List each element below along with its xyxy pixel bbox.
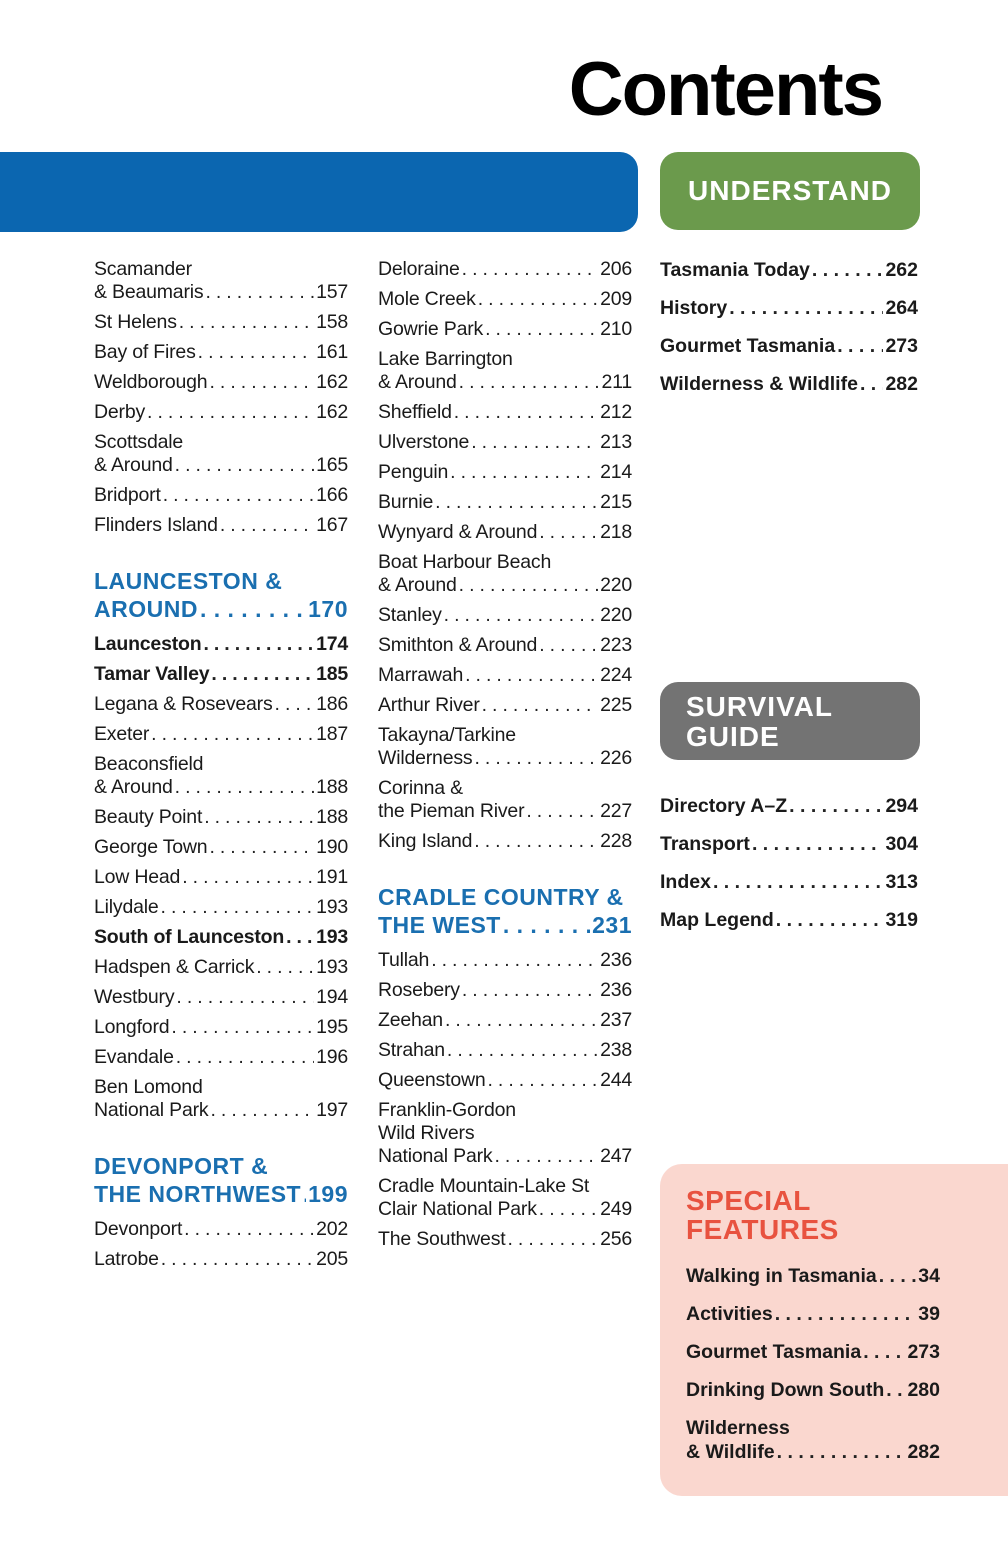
page-number: 193 [316, 896, 348, 918]
survival-guide-tab[interactable] [660, 682, 920, 760]
toc-entry[interactable] [686, 1416, 940, 1464]
page-number: 227 [600, 800, 632, 822]
entry-name: Queenstown [378, 1069, 486, 1091]
leader-dots [775, 1302, 917, 1326]
entry-name: AROUND [94, 596, 198, 622]
page-number: 166 [316, 484, 348, 506]
entry-name: Flinders Island [94, 514, 218, 536]
leader-dots [198, 341, 314, 364]
page-number: 188 [316, 776, 348, 798]
leader-dots [526, 800, 598, 823]
toc-entry[interactable] [94, 806, 348, 829]
page-number: 165 [316, 454, 348, 476]
entry-name: Walking in Tasmania [686, 1265, 877, 1287]
leader-dots [203, 633, 314, 656]
toc-entry[interactable] [378, 777, 632, 823]
page-number: 273 [885, 335, 918, 357]
leader-dots [450, 461, 598, 484]
entry-name: National Park [378, 1145, 493, 1167]
entry-name: Beaconsfield [94, 753, 204, 775]
leader-dots [539, 1198, 598, 1221]
entry-name: St Helens [94, 311, 177, 333]
leader-dots [462, 979, 598, 1002]
page-number: 220 [600, 574, 632, 596]
blue-banner [0, 152, 638, 232]
leader-dots [286, 926, 314, 949]
entry-name: Activities [686, 1303, 773, 1325]
toc-entry[interactable] [94, 926, 348, 949]
leader-dots [812, 258, 884, 282]
leader-dots [507, 1228, 598, 1251]
entry-name: Launceston [94, 633, 202, 655]
page-number: 157 [316, 281, 348, 303]
leader-dots [182, 866, 314, 889]
entry-name: Low Head [94, 866, 181, 888]
page-number: 193 [316, 956, 348, 978]
entry-name: THE NORTHWEST [94, 1181, 302, 1207]
entry-name: Corinna & [378, 777, 463, 799]
entry-name: Sheffield [378, 401, 452, 423]
leader-dots [256, 956, 314, 979]
leader-dots [886, 1378, 905, 1402]
toc-entry[interactable] [94, 1248, 348, 1271]
leader-dots [163, 484, 314, 507]
page-number: 224 [600, 664, 632, 686]
entry-name: Evandale [94, 1046, 174, 1068]
toc-entry[interactable] [686, 1340, 940, 1364]
page-number: 186 [316, 693, 348, 715]
entry-name: LAUNCESTON & [94, 568, 283, 594]
toc-entry[interactable] [378, 1009, 632, 1032]
entry-name: King Island [378, 830, 473, 852]
entry-name: Arthur River [378, 694, 480, 716]
page-number: 39 [918, 1303, 940, 1325]
toc-entry[interactable] [94, 723, 348, 746]
leader-dots [445, 1009, 598, 1032]
toc-entry[interactable] [660, 258, 918, 282]
toc-entry[interactable] [660, 372, 918, 396]
toc-entry[interactable] [378, 521, 632, 544]
leader-dots [209, 371, 314, 394]
toc-entry[interactable] [94, 484, 348, 507]
entry-name: Wild Rivers [378, 1122, 475, 1144]
chapter-heading[interactable] [94, 567, 348, 623]
understand-tab[interactable]: UNDERSTAND [660, 152, 920, 230]
leader-dots [175, 454, 314, 477]
special-label-line1: SPECIAL [686, 1185, 811, 1216]
entry-name: Stanley [378, 604, 442, 626]
page-number: 226 [600, 747, 632, 769]
page-number: 282 [885, 373, 918, 395]
entry-name: Rosebery [378, 979, 460, 1001]
entry-name: Transport [660, 833, 750, 855]
toc-column-2 [378, 258, 632, 1258]
toc-entry[interactable] [660, 908, 918, 932]
leader-dots [539, 521, 598, 544]
toc-entry[interactable] [94, 1218, 348, 1241]
page-number: 304 [885, 833, 918, 855]
toc-column-1 [94, 258, 348, 1278]
leader-dots [210, 1099, 314, 1122]
leader-dots [465, 664, 598, 687]
toc-entry[interactable] [378, 979, 632, 1002]
leader-dots [151, 723, 314, 746]
entry-name: Bridport [94, 484, 161, 506]
entry-name: Hadspen & Carrick [94, 956, 255, 978]
survival-list [660, 794, 918, 946]
toc-entry[interactable] [378, 604, 632, 627]
leader-dots [789, 794, 883, 818]
toc-entry[interactable] [378, 1069, 632, 1092]
leader-dots [444, 604, 598, 627]
toc-entry[interactable] [378, 1099, 632, 1168]
leader-dots [179, 311, 314, 334]
page-number: 162 [316, 371, 348, 393]
entry-name: The Southwest [378, 1228, 506, 1250]
page-number: 197 [316, 1099, 348, 1121]
leader-dots [777, 1440, 906, 1464]
toc-entry[interactable] [660, 334, 918, 358]
page-number: 195 [316, 1016, 348, 1038]
entry-name: Ben Lomond [94, 1076, 203, 1098]
toc-entry[interactable] [378, 401, 632, 424]
entry-name: Smithton & Around [378, 634, 538, 656]
entry-name: & Around [378, 371, 457, 393]
leader-dots [485, 318, 598, 341]
toc-entry[interactable] [378, 949, 632, 972]
entry-name: Drinking Down South [686, 1379, 885, 1401]
toc-entry[interactable] [94, 663, 348, 686]
leader-dots [454, 401, 598, 424]
entry-name: National Park [94, 1099, 209, 1121]
entry-name: Deloraine [378, 258, 460, 280]
page-number: 231 [592, 912, 632, 938]
entry-name: Burnie [378, 491, 434, 513]
leader-dots [863, 1340, 905, 1364]
leader-dots [220, 514, 314, 537]
entry-name: Wilderness [378, 747, 473, 769]
entry-name: History [660, 297, 728, 319]
toc-entry[interactable] [94, 1076, 348, 1122]
entry-name: DEVONPORT & [94, 1153, 269, 1179]
leader-dots [776, 908, 884, 932]
page-number: 202 [316, 1218, 348, 1240]
page-number: 191 [316, 866, 348, 888]
page-number: 193 [316, 926, 348, 948]
page-number: 215 [600, 491, 632, 513]
page-number: 167 [316, 514, 348, 536]
entry-name: Gourmet Tasmania [686, 1341, 862, 1363]
page-number: 211 [601, 371, 632, 393]
entry-name: Wilderness [686, 1417, 790, 1439]
entry-name: Cradle Mountain-Lake St [378, 1175, 590, 1197]
entry-name: Beauty Point [94, 806, 203, 828]
page-number: 236 [600, 979, 632, 1001]
leader-dots [474, 830, 598, 853]
entry-name: Map Legend [660, 909, 774, 931]
page-number: 205 [316, 1248, 348, 1270]
entry-name: Tullah [378, 949, 430, 971]
toc-entry[interactable] [378, 664, 632, 687]
entry-name: Scamander [94, 258, 192, 280]
toc-entry[interactable] [94, 896, 348, 919]
toc-entry[interactable] [378, 318, 632, 341]
page-number: 244 [600, 1069, 632, 1091]
toc-entry[interactable] [94, 1046, 348, 1069]
chapter-heading[interactable] [378, 883, 632, 939]
toc-entry[interactable] [94, 986, 348, 1009]
entry-name: & Around [378, 574, 457, 596]
toc-entry[interactable] [660, 794, 918, 818]
toc-entry[interactable] [378, 694, 632, 717]
leader-dots [209, 836, 314, 859]
toc-entry[interactable] [378, 551, 632, 597]
page-number: 187 [316, 723, 348, 745]
toc-entry[interactable] [94, 341, 348, 364]
entry-name: CRADLE COUNTRY & [378, 884, 624, 910]
leader-dots [431, 949, 598, 972]
leader-dots [176, 1046, 314, 1069]
entry-name: & Around [94, 776, 173, 798]
entry-name: Wilderness & Wildlife [660, 373, 858, 395]
entry-name: Tasmania Today [660, 259, 810, 281]
leader-dots [205, 281, 314, 304]
leader-dots [184, 1218, 314, 1241]
toc-entry[interactable] [94, 1016, 348, 1039]
leader-dots [171, 1016, 314, 1039]
toc-entry[interactable] [378, 258, 632, 281]
entry-name: Boat Harbour Beach [378, 551, 552, 573]
page-number: 170 [308, 596, 348, 622]
page-number: 313 [885, 871, 918, 893]
leader-dots [752, 832, 884, 856]
chapter-heading[interactable] [94, 1152, 348, 1208]
page-number: 212 [600, 401, 632, 423]
toc-entry[interactable] [94, 753, 348, 799]
leader-dots [503, 911, 590, 939]
toc-entry[interactable] [660, 832, 918, 856]
entry-name: Tamar Valley [94, 663, 210, 685]
leader-dots [459, 574, 598, 597]
entry-name: & Beaumaris [94, 281, 204, 303]
page-number: 228 [600, 830, 632, 852]
entry-name: & Wildlife [686, 1441, 775, 1463]
leader-dots [462, 258, 598, 281]
understand-list [660, 258, 918, 410]
toc-entry[interactable] [378, 830, 632, 853]
toc-entry[interactable] [94, 431, 348, 477]
page-number: 273 [907, 1341, 940, 1363]
leader-dots [200, 595, 306, 623]
toc-entry[interactable] [378, 288, 632, 311]
special-features-list [686, 1264, 940, 1478]
page-number: 161 [316, 341, 348, 363]
page-number: 247 [600, 1145, 632, 1167]
leader-dots [211, 663, 314, 686]
entry-name: & Around [94, 454, 173, 476]
page-number: 218 [600, 521, 632, 543]
page-number: 158 [316, 311, 348, 333]
page-number: 319 [885, 909, 918, 931]
toc-entry[interactable] [378, 724, 632, 770]
page-number: 199 [308, 1181, 348, 1207]
toc-entry[interactable] [94, 836, 348, 859]
leader-dots [459, 371, 600, 394]
toc-entry[interactable] [378, 491, 632, 514]
toc-entry[interactable] [660, 870, 918, 894]
toc-entry[interactable] [378, 634, 632, 657]
page-number: 162 [316, 401, 348, 423]
leader-dots [539, 634, 598, 657]
page-number: 264 [885, 297, 918, 319]
toc-entry[interactable] [94, 633, 348, 656]
entry-name: Derby [94, 401, 146, 423]
leader-dots [729, 296, 883, 320]
page-number: 210 [600, 318, 632, 340]
survival-label-line1: SURVIVAL [686, 691, 833, 722]
leader-dots [147, 401, 314, 424]
special-features-title [686, 1186, 839, 1244]
toc-entry[interactable] [378, 461, 632, 484]
page-number: 223 [600, 634, 632, 656]
leader-dots [161, 1248, 314, 1271]
entry-name: George Town [94, 836, 208, 858]
page-title: Contents [568, 47, 882, 132]
page-number: 249 [600, 1198, 632, 1220]
entry-name: Legana & Rosevears [94, 693, 273, 715]
toc-entry[interactable] [94, 866, 348, 889]
leader-dots [474, 747, 598, 770]
page-number: 206 [600, 258, 632, 280]
toc-entry[interactable] [378, 1039, 632, 1062]
toc-entry[interactable] [94, 311, 348, 334]
leader-dots [837, 334, 883, 358]
leader-dots [435, 491, 598, 514]
leader-dots [488, 1069, 599, 1092]
page-number: 196 [316, 1046, 348, 1068]
page-number: 236 [600, 949, 632, 971]
page-number: 185 [316, 663, 348, 685]
entry-name: Bay of Fires [94, 341, 196, 363]
page-number: 220 [600, 604, 632, 626]
page-number: 237 [600, 1009, 632, 1031]
toc-entry[interactable] [378, 1175, 632, 1221]
leader-dots [275, 693, 315, 716]
toc-entry[interactable] [94, 371, 348, 394]
leader-dots [713, 870, 884, 894]
entry-name: Weldborough [94, 371, 208, 393]
entry-name: Wynyard & Around [378, 521, 538, 543]
leader-dots [175, 776, 314, 799]
entry-name: Lake Barrington [378, 348, 513, 370]
survival-label-line2: GUIDE [686, 721, 780, 752]
toc-entry[interactable] [94, 514, 348, 537]
entry-name: Gourmet Tasmania [660, 335, 836, 357]
leader-dots [494, 1145, 598, 1168]
page-number: 190 [316, 836, 348, 858]
entry-name: Takayna/Tarkine [378, 724, 516, 746]
entry-name: Lilydale [94, 896, 159, 918]
page-number: 213 [600, 431, 632, 453]
page-number: 280 [907, 1379, 940, 1401]
entry-name: Westbury [94, 986, 175, 1008]
page-number: 282 [907, 1441, 940, 1463]
leader-dots [204, 806, 314, 829]
entry-name: Longford [94, 1016, 170, 1038]
toc-entry[interactable] [378, 1228, 632, 1251]
page-number: 225 [600, 694, 632, 716]
leader-dots [176, 986, 314, 1009]
page-number: 238 [600, 1039, 632, 1061]
entry-name: Marrawah [378, 664, 464, 686]
leader-dots [447, 1039, 598, 1062]
page-number: 294 [885, 795, 918, 817]
page-number: 214 [600, 461, 632, 483]
leader-dots [471, 431, 598, 454]
toc-entry[interactable] [378, 431, 632, 454]
entry-name: Penguin [378, 461, 449, 483]
toc-entry[interactable] [686, 1302, 940, 1326]
entry-name: Directory A–Z [660, 795, 788, 817]
toc-entry[interactable] [94, 693, 348, 716]
entry-name: the Pieman River [378, 800, 525, 822]
entry-name: Strahan [378, 1039, 445, 1061]
entry-name: Mole Creek [378, 288, 476, 310]
toc-entry[interactable] [94, 401, 348, 424]
page-number: 34 [918, 1265, 940, 1287]
leader-dots [860, 372, 884, 396]
entry-name: Gowrie Park [378, 318, 484, 340]
leader-dots [161, 896, 315, 919]
toc-entry[interactable] [660, 296, 918, 320]
page-number: 262 [885, 259, 918, 281]
entry-name: Franklin-Gordon [378, 1099, 516, 1121]
entry-name: Latrobe [94, 1248, 159, 1270]
page-number: 174 [316, 633, 348, 655]
leader-dots [303, 1180, 306, 1208]
toc-entry[interactable] [378, 348, 632, 394]
entry-name: Clair National Park [378, 1198, 537, 1220]
entry-name: THE WEST [378, 912, 501, 938]
entry-name: Scottsdale [94, 431, 184, 453]
toc-entry[interactable] [94, 956, 348, 979]
page-number: 209 [600, 288, 632, 310]
entry-name: Exeter [94, 723, 150, 745]
special-label-line2: FEATURES [686, 1214, 839, 1245]
leader-dots [879, 1264, 917, 1288]
entry-name: Index [660, 871, 711, 893]
entry-name: South of Launceston [94, 926, 285, 948]
toc-entry[interactable] [94, 258, 348, 304]
toc-entry[interactable] [686, 1378, 940, 1402]
page-number: 256 [600, 1228, 632, 1250]
entry-name: Devonport [94, 1218, 183, 1240]
entry-name: Ulverstone [378, 431, 470, 453]
toc-entry[interactable] [686, 1264, 940, 1288]
entry-name: Zeehan [378, 1009, 443, 1031]
leader-dots [482, 694, 598, 717]
page-number: 188 [316, 806, 348, 828]
page-number: 194 [316, 986, 348, 1008]
leader-dots [478, 288, 598, 311]
